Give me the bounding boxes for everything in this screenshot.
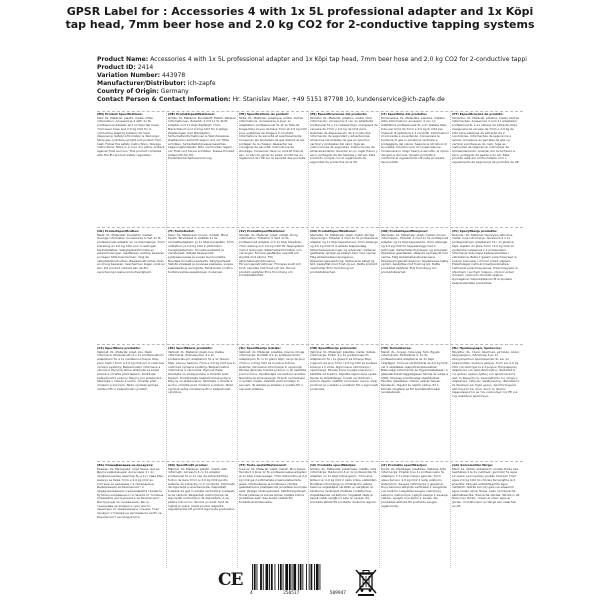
meta-row: [97, 56, 577, 64]
row-divider: [97, 461, 523, 462]
translation-heading: (DA) Produktspecifikationer:: [310, 230, 357, 233]
meta-row: [97, 64, 577, 72]
row-divider: [97, 227, 523, 228]
translation-text: Tamanho: XL. Material: plástico, metal. Outras informações: Acessórios 4 com 1x adaptador profissional 5L e 1x cabeça de extração Köpi, mangueira de cerveja de 7mm e 2,0 kg de CO2 para sistemas de extração de 2 condutores. Informações de segurança e avisos: Armazene as garrafas de gás na vertical e proteja-as do calor. Siga as instruções de segurança. Instruções de armazenamento: Guardar em local fresco e seco, protegido da geada e do sol. Este produto está em conformidade com o regulamento de segurança de produtos da UE.: [452, 115, 520, 165]
translation-text: Maat: XL. Materiaal: kunststof, metaal. Overige informatie: Accessoires 4 met 1x 5L professionele adapter en 1x Köpi tapkop, 7mm bierslang en 2,0 kg CO2 voor 2-leidingen tapinstallaties. Veiligheidsinformatie en waarschuwingen: Gasflessen rechtop bewaren en tegen hitte beschermen. Volg de veiligheidsinstructies. Bewaarinstructies: Koel en droog bewaren, beschermen tegen vorst en zon. Dit product voldoet aan de EU-verordening inzake productveiligheid.: [97, 232, 165, 274]
translation-text: Μέγεθος: XL. Υλικό: πλαστικό, μέταλλο. Άλλες πληροφορίες: Αξεσουάρ 4 με 1x επαγγελματικό προσαρμογέα 5L και 1x κεφαλή Köpi, σωλήνα μπύρας 7mm και 2,0 kg CO2 για συστήματα 2 αγωγών. Πληροφορίες ασφαλείας και προειδοποιήσεις: Φυλάσσετε τις φιάλες αερίου όρθιες και προστατεύετε από τη θερμότητα. Ακολουθήστε τις οδηγίες ασφαλείας. Οδηγίες αποθήκευσης: Φυλάσσετε σε δροσερό και ξηρό μέρος, προστατευμένο από παγετό και ήλιο. Αυτό το προϊόν συμμορφώνεται με τον κανονισμό της ΕΕ για την ασφάλεια προϊόντων.: [452, 349, 520, 399]
barcode-bar: [302, 564, 303, 590]
translation-text: Size: XL. Material: plastic, metal. Other information: Accessories 4 with 1x 5L professional adapter and 1x Köpi tap head, 7mm beer hose and 2.0 kg CO2 for 2-conductive tapping systems for beer dispensing. Safety information & Warnings: Store gas cylinders upright and protect from heat. Follow the safety instructions. Storage instructions: Store in a cool, dry place, protect against frost and sun. This product complies with the EU product safety regulation.: [97, 115, 165, 157]
meta-row: [97, 72, 577, 80]
meta-label: Manufacturer/Distributor:: [97, 80, 186, 88]
meta-label: Product Name:: [97, 56, 149, 63]
translation-text: Veľkosť: XL. Materiál: plast, kov. Ďalšie informácie: Príslušenstvo 4 s 1x profesionálnym adaptérom 5L a 1x hlavou Köpi, pivnou hadicou 7mm a 2,0 kg CO2 pre 2-vodičové výčapné systémy. Bezpečnostné informácie a varovania: Plynové fľaše skladujte vo zvislej polohe a chráňte pred teplom. Dodržiavajte bezpečnostné pokyny. Pokyny na skladovanie: Skladujte v chlade a suchu, chráňte pred mrazom a slnkom. Tento výrobok spĺňa nariadenie EÚ o bezpečnosti výrobkov.: [168, 349, 236, 395]
barcode-bar: [311, 564, 313, 590]
translation-heading: (FI) Tuotetiedot:: [168, 230, 195, 233]
translation-heading: (NO) Produktspesifikasjoner:: [381, 230, 429, 233]
barcode-bar: [285, 564, 288, 590]
translation-block: [97, 464, 165, 574]
translation-text: Storlek: XL. Material: plast, metall. Övrig information: Tillbehör 4 med 1x 5L professionell adapter och 1x Köpi tappkran, 7mm ölslang och 2,0 kg CO2 för tappsystem med 2 ledningar. Säkerhetsinformation och varningar: Förvara gasflaskor upprätt och skydda mot värme. Följ säkerhetsinstruktionerna. Förvaringsinstruktioner: Förvaras svalt och torrt, skyddas mot frost och sol. Denna produkt uppfyller EU:s förordning om produktsäkerhet.: [239, 232, 304, 278]
translation-heading: (SL) Specifikacije izdelka:: [239, 347, 281, 350]
translation-block: [239, 113, 307, 223]
translation-heading: (EL) Προδιαγραφές προϊόντος:: [452, 347, 502, 350]
translation-heading: (ET) Toote spetsifikatsioonid:: [239, 464, 287, 467]
barcode-bar: [257, 564, 258, 590]
translation-text: Veličina: XL. Materijal: plastika, metal. Ostale informacije: Pribor 4 s 1x profesionalnim adapterom 5L i 1x glavom za točenje Köpi, crijevom za pivo 7mm i 2,0 kg CO2 za sustave točenja s 2 voda. Sigurnosne informacije i upozorenja: Plinske boce čuvajte uspravno i zaštitite od topline. Slijedite sigurnosne upute. Upute za skladištenje: Čuvati na hladnom i suhom mjestu, zaštititi od mraza i sunca. Ovaj proizvod je u skladu s uredbom EU o sigurnosti proizvoda.: [310, 349, 378, 391]
translation-block: [381, 464, 449, 574]
barcode-bar: [298, 564, 299, 590]
barcode-bar: [316, 564, 319, 590]
translation-heading: (FR) Spécifications du produit:: [239, 113, 289, 116]
meta-label: Variation Number:: [97, 72, 161, 80]
translation-heading: (NL) Productspecificaties:: [97, 230, 140, 233]
column-divider: [166, 113, 167, 568]
translation-block: [239, 347, 307, 457]
row-divider: [97, 344, 523, 345]
translation-text: Mărime: XL. Material: plastic, metal. Alte informații: Accesorii 4 cu 1x adaptor profesional 5L și 1x cap de extracție Köpi, furtun de bere 7mm și 2,0 kg CO2 pentru sisteme de extracție cu 2 conducte. Informații de siguranță și avertismente: Depozitați buteliile de gaz în poziție verticală și protejați-le de căldură. Respectați instrucțiunile de siguranță. Instrucțiuni de depozitare: A se păstra într-un loc răcoros și uscat, ferit de îngheț și soare. Acest produs respectă regulamentul UE privind siguranța produselor.: [168, 466, 236, 512]
crossed-out-wheelie-bin-icon: [353, 567, 379, 597]
barcode-bar: [254, 564, 256, 590]
translation-text: Méid: XL. Ábhar: plaisteach, miotal. Eolas eile: Gabhálais 4 le 1x cuibheoir gairmiúil 5L agus 1x ceann sconna Köpi, píobán beorach 7mm agus 2.0 kg CO2 do chórais tarraingthe le 2 sheoltóir. Faisnéis sábháilteachta agus rabhaidh: Stóráil sorcóirí gáis ina seasamh agus cosain iad ar theas. Lean na treoracha sábháilteachta. Treoracha stórála: Stóráil in áit fhionnuar thirim, cosain ar shioc agus ar ghrian. Comhlíonann an táirge seo rialachán an AE.: [452, 466, 520, 508]
barcode-bar: [275, 564, 276, 590]
translation-block: [239, 230, 307, 340]
meta-value: ich-zapfe: [187, 80, 216, 88]
translation-block: [310, 464, 378, 574]
meta-row: [97, 80, 577, 88]
translation-block: [168, 347, 236, 457]
translation-heading: (BG) Спецификации на продукта:: [97, 464, 154, 467]
translation-block: [168, 230, 236, 340]
barcode-bar: [292, 564, 293, 590]
translation-block: [452, 230, 520, 340]
barcode-bar: [260, 564, 262, 590]
translation-text: Dimensione: XL. Materiale: plastica, metallo. Altre informazioni: Accessori 4 con 1x adattatore professionale 5L e 1x testata Köpi, tubo per birra da 7mm e 2,0 kg di CO2 per impianti di spillatura a 2 condotti. Informazioni di sicurezza e avvertenze: Conservare le bombole di gas in posizione verticale e proteggerle dal calore. Seguire le istruzioni di sicurezza. Istruzioni per la conservazione: Conservare in luogo fresco e asciutto, al riparo dal gelo e dal sole. Questo prodotto è conforme al regolamento UE sulla sicurezza dei prodotti.: [381, 115, 449, 165]
translation-text: Størrelse: XL. Materiale: plast, metall. Annen informasjon: Tilbehør 4 med 1x 5L profesjonell adapter og 1x Köpi tappehode, 7mm ølslange og 2,0 kg CO2 for tappeanlegg med 2 ledninger. Sikkerhetsinformasjon og advarsler: Oppbevar gassflasker stående og beskytt mot varme. Følg sikkerhetsinstruksjonene. Oppbevaringsinstruksjoner: Oppbevares kjølig og tørt, beskyttes mot frost og sol. Dette produktet oppfyller EUs forordning om produktsikkerhet.: [381, 232, 449, 274]
translation-block: [452, 464, 520, 574]
meta-label: Contact Person & Contact Information:: [97, 96, 231, 104]
translation-heading: (LV) Produkta specifikācijas:: [310, 464, 357, 467]
barcode: [250, 564, 346, 592]
column-divider: [450, 113, 451, 568]
meta-label: Country of Origin:: [97, 88, 159, 96]
label-footer: [217, 564, 383, 600]
translation-text: Suurus: XL. Materjal: plast, metall. Muu teave: Tarvikud 4 koos 1x 5L professionaalse adapteri ja 1x Köpi kraanipeaga, 7mm õllevooliku ja 2,0 kg CO2-ga 2-juhtmeliste kraanisüsteemide jaoks. Ohutusteave ja hoiatused: Hoidke gaasiballoone püstiasendis ja kaitske kuumuse eest. Järgige ohutusjuhiseid. Säilitamisjuhised: Hoida jahedas ja kuivas kohas, kaitsta külma ja päikese eest. See toode vastab ELi tooteohutusmäärusele.: [239, 466, 307, 505]
translation-block: [310, 347, 378, 457]
translation-block: [452, 113, 520, 223]
barcode-digit-group: 250517: [283, 591, 300, 596]
translation-heading: (HU) Termékleírás:: [381, 347, 412, 350]
meta-value: Germany: [160, 88, 189, 96]
translation-heading: (SV) Produktspecifikationer:: [239, 230, 286, 233]
translation-block: [168, 464, 236, 574]
translation-text: Dydis: XL. Medžiaga: plastikas, metalas. Kita informacija: Priedai 4 su 1x profesionaliu 5L adapteriu ir 1x Köpi čiaupo galvute, 7mm alaus žarna ir 2,0 kg CO2 2 laidų pilstymo sistemoms. Saugos informacija ir įspėjimai: Dujų balionus laikykite vertikaliai ir saugokite nuo karščio. Laikykitės saugos instrukcijų. Laikymo instrukcijos: Laikyti vėsioje ir sausoje vietoje, saugoti nuo šalčio ir saulės. Šis produktas atitinka ES produktų saugos reglamentą.: [381, 466, 448, 508]
translation-text: Velikost: XL. Materiál: plast, kov. Další informace: Příslušenství 4 s 1x profesionálním adaptérem 5L a 1x naráženou hlavou Köpi, pivní hadicí 7mm a 2,0 kg CO2 pro 2-vodičové výčepní systémy. Bezpečnostní informace a varování: Plynové lahve skladujte ve svislé poloze a chraňte před teplem. Dodržujte bezpečnostní pokyny. Pokyny pro skladování: Skladujte v chladu a suchu, chraňte před mrazem a sluncem. Tento výrobek splňuje nařízení EU o bezpečnosti výrobků.: [97, 349, 164, 391]
translation-block: [310, 230, 378, 340]
barcode-bar: [283, 564, 284, 590]
meta-value: Accessories 4 with 1x 5L professional adapter and 1x Köpi tap head, 7mm beer hose and 2.0 kg CO2 for 2-conductive tappi: [150, 56, 527, 63]
column-divider: [308, 113, 309, 568]
translation-heading: (DE) Produktspezifikationen:: [168, 113, 216, 116]
translation-block: [97, 113, 165, 223]
translation-block: [97, 347, 165, 457]
translation-block: [381, 230, 449, 340]
translation-block: [452, 347, 520, 457]
column-divider: [237, 113, 238, 568]
meta-value: 443978: [162, 72, 186, 80]
translation-text: Izmērs: XL. Materiāls: plastmasa, metāls. Cita informācija: Piederumi 4 ar 1x profesionālu 5L adapteri un 1x Köpi krāna galvu, 7mm alus šļūteni un 2,0 kg CO2 2 vadu krānu sistēmām. Drošības informācija un brīdinājumi: Gāzes balonus uzglabājiet vertikāli un sargājiet no karstuma. Ievērojiet drošības norādījumus. Uzglabāšanas norādījumi: Uzglabāt vēsā un sausā vietā, sargāt no sala un saules. Šis produkts atbilst ES produktu drošuma regulai.: [310, 466, 378, 505]
barcode-digit-group: 4: [250, 591, 253, 596]
translation-heading: (PL) Specyfikacje produktu:: [452, 230, 498, 233]
translation-text: Størrelse: XL. Materiale: plast, metal. Øvrige oplysninger: Tilbehør 4 med 1x 5L professionel adapter og 1x Köpi tappehoved, 7mm ølslange og 2,0 kg CO2 til 2-ledede tappeanlæg. Sikkerhedsoplysninger og advarsler: Opbevar gasflasker oprejst og beskyt dem mod varme. Følg sikkerhedsanvisningerne. Opbevaringsvejledning: Opbevares køligt og tørt, beskyttet mod frost og sol. Dette produkt overholder EU's forordning om produktsikkerhed.: [310, 232, 378, 274]
barcode-bar: [271, 564, 273, 590]
barcode-bar: [269, 564, 270, 590]
translation-text: Taille: XL. Matériau: plastique, métal. Autres informations: Accessoires 4 avec 1x adaptateur professionnel 5L et 1x tête de tirage Köpi, tuyau de bière 7mm et 2,0 kg CO2 pour systèmes de tirage à 2 conduits. Informations de sécurité et avertissements: Conserver les bouteilles de gaz debout et les protéger de la chaleur. Respecter les consignes de sécurité. Instructions de stockage: Conserver dans un endroit frais et sec, à l'abri du gel et du soleil. Conforme au règlement de l'UE sur la sécurité des produits.: [239, 115, 307, 161]
meta-row: [97, 96, 577, 104]
barcode-bar: [280, 564, 282, 590]
translation-text: Größe: XL. Material: Kunststoff, Metall. Weitere Informationen: Zubehör 4 mit 1x 5L Profi-Adapter und 1x Köpi Zapfkopf, 7mm Bierschlauch und 2,0 kg CO2 für 2-leitige Zapfanlagen zum Bierzapfen. Sicherheitsinformationen & Warnhinweise: Gasflaschen aufrecht lagern und vor Hitze schützen. Sicherheitshinweise beachten. Lagerungshinweise: Kühl und trocken lagern, vor Frost und Sonne schützen. Dieses Produkt entspricht der EU-Produktsicherheitsverordnung.: [168, 115, 236, 161]
translation-heading: (EN) Product Specifications:: [97, 113, 143, 116]
meta-value: 2414: [137, 64, 154, 72]
product-meta: [97, 56, 577, 105]
translation-text: Rozmiar: XL. Materiał: tworzywo sztuczne, metal. Inne informacje: Akcesoria 4 z 1x profesjonalnym adapterem 5L i 1x głowicą Köpi, wężem do piwa 7mm i 2,0 kg CO2 do systemów nalewania z 2 przewodami. Informacje dotyczące bezpieczeństwa i ostrzeżenia: Butle z gazem przechowywać w pozycji pionowej i chronić przed ciepłem. Przestrzegać instrukcji bezpieczeństwa. Instrukcje przechowywania: Przechowywać w chłodnym i suchym miejscu, chronić przed mrozem i słońcem. Produkt spełnia wymagania rozporządzenia UE w sprawie bezpieczeństwa produktów.: [452, 232, 518, 285]
translation-heading: (RO) Specificații produs:: [168, 464, 208, 467]
barcode-bar: [252, 564, 253, 590]
translation-heading: (ES) Especificaciones del producto:: [310, 113, 368, 116]
translation-text: Размер: XL. Материал: пластмаса, метал. Друга информация: Аксесоари 4 с 1x професионален адаптер 5L и 1x глава Köpi, маркуч за бира 7mm и 2,0 kg CO2 за системи за наливане с 2 проводника. Информация за безопасност и предупреждения: Съхранявайте газовите бутилки изправени и ги пазете от топлина. Спазвайте инструкциите за безопасност. Инструкции за съхранение: Да се съхранява на хладно и сухо място, защитено от замръзване и слънце. Този продукт отговаря на регламента на ЕС за безопасност на продуктите.: [97, 466, 165, 519]
barcode-bar: [293, 564, 296, 590]
barcode-bar: [306, 564, 307, 590]
translation-text: Velikost: XL. Material: plastika, kovina. Druge informacije: Dodatki 4 z 1x profesionalnim adapterjem 5L in 1x glavo Köpi, cevjo za pivo 7mm in 2,0 kg CO2 za 2-vodne točilne sisteme. Varnostne informacije in opozorila: Plinske jeklenke hranite pokonci in jih zaščitite pred vročino. Upoštevajte varnostna navodila. Navodila za shranjevanje: Hraniti na hladnem in suhem mestu, zaščititi pred zmrzaljo in soncem. Ta izdelek je skladen z uredbo EU o varnosti izdelkov.: [239, 349, 307, 391]
meta-label: Product ID:: [97, 64, 136, 72]
translation-text: Tamaño: XL. Material: plástico, metal. Otra información: Accesorios 4 con 1x adaptador profesional 5L y 1x cabezal Köpi, manguera de cerveza de 7mm y 2,0 kg de CO2 para sistemas de dispensación de 2 conductos. Información de seguridad y advertencias: Almacene las botellas de gas en posición vertical y protéjalas del calor. Siga las instrucciones de seguridad. Instrucciones de almacenamiento: Guardar en un lugar fresco y seco, protegido de las heladas y del sol. Este producto cumple con el reglamento de seguridad de productos de la UE.: [310, 115, 378, 165]
translation-heading: (PT) Especificações do produto:: [452, 113, 504, 116]
translations-grid: [97, 113, 523, 573]
translation-heading: (HR) Specifikacije proizvoda:: [310, 347, 357, 350]
translation-heading: (CS) Specifikace produktu:: [97, 347, 141, 350]
translation-heading: (SK) Špecifikácie produktu:: [168, 347, 213, 350]
barcode-bar: [278, 564, 279, 590]
translation-block: [381, 113, 449, 223]
meta-value: Hr. Stanislav Maer, +49 5151 87798 10, kundenservice@ich-zapfe.de: [232, 96, 445, 104]
translation-heading: (LT) Produkto specifikacijos:: [381, 464, 427, 467]
translation-block: [381, 347, 449, 457]
translation-block: [97, 230, 165, 340]
row-divider: [97, 111, 523, 112]
translation-block: [168, 113, 236, 223]
barcode-bar: [289, 564, 291, 590]
label-title: GPSR Label for : Accessories 4 with 1x 5L professional adapter and 1x Köpi tap head, 7mm beer hose and 2.0 kg CO2 for 2-conductive tapping systems: [65, 5, 535, 31]
barcode-bar: [266, 564, 269, 590]
barcode-bar: [320, 564, 321, 590]
barcode-bar: [263, 564, 264, 590]
barcode-bar: [314, 564, 315, 590]
translation-block: [239, 464, 307, 574]
ce-mark: CE: [218, 570, 243, 590]
translation-block: [310, 113, 378, 223]
barcode-bar: [300, 564, 302, 590]
column-divider: [379, 113, 380, 568]
translation-text: Koko: XL. Materiaali: muovi, metalli. Muut tiedot: Tarvikkeet 4, sisältää 1x 5L ammattiadapterin ja 1x Köpi-hanapään, 7mm olutletkun ja 2,0 kg CO2 2-johtimisiin hanajärjestelmiin. Turvallisuustiedot ja varoitukset: Säilytä kaasupullot pystyasennossa ja suojaa kuumuudelta. Noudata turvallisuusohjeita. Säilytysohjeet: Säilytä viileässä ja kuivassa paikassa, suojaa pakkaselta ja auringolta. Tämä tuote on EU:n tuoteturvallisuusasetuksen mukainen.: [168, 232, 234, 274]
translation-heading: (GA) Sonraíochtaí Táirge:: [452, 464, 493, 467]
barcode-digit-group: 509947: [329, 591, 346, 596]
translation-text: Méret: XL. Anyag: műanyag, fém. Egyéb információk: Tartozékok 4, 1x 5L professzionális adapterrel és 1x Köpi csapfejjel, 7mm-es sörtömlővel és 2,0 kg CO2-vel 2 vezetékes csapolórendszerekhez. Biztonsági információk és figyelmeztetések: A gázpalackokat függőlegesen tárolja és védje a hőtől. Kövesse a biztonsági utasításokat. Tárolási utasítások: Hűvös, száraz helyen tárolandó, fagytól és naptól védve. Ez a termék megfelel az EU termékbiztonsági rendeletének.: [381, 349, 449, 395]
barcode-digits: [250, 591, 346, 596]
translation-heading: (IT) Specifiche del prodotto:: [381, 113, 427, 116]
